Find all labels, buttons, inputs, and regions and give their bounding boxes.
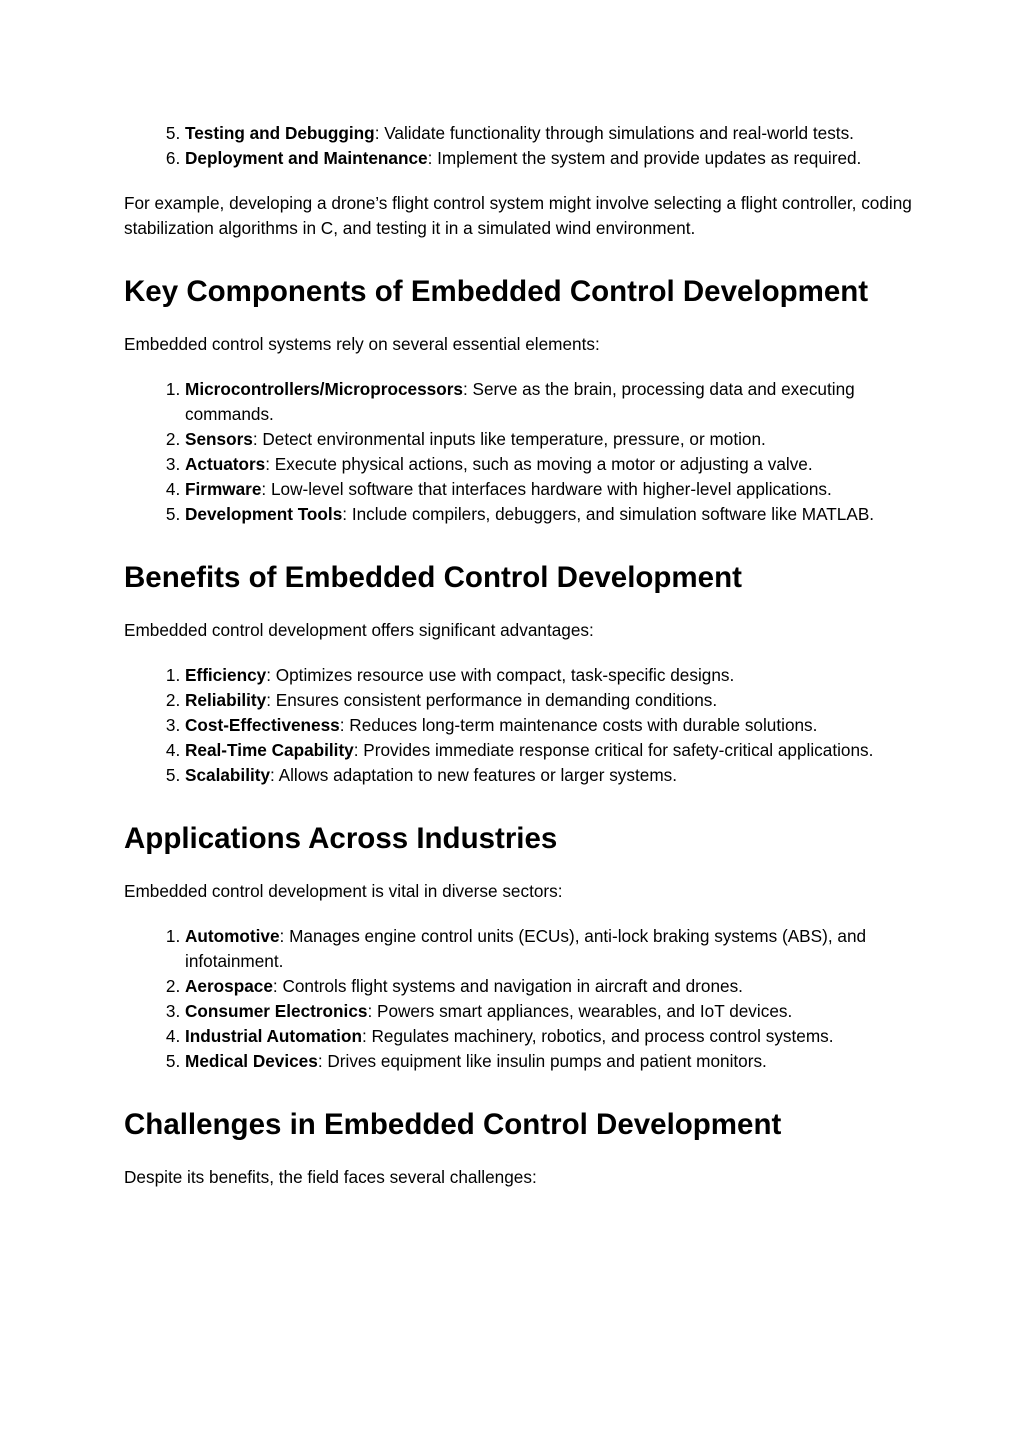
list-item: [185, 452, 914, 477]
list-item-desc: : Provides immediate response critical for safety-critical applications.: [353, 740, 874, 760]
list-item-term: Microcontrollers/Microprocessors: [185, 379, 463, 399]
list-item-desc: : Controls flight systems and navigation in aircraft and drones.: [272, 976, 743, 996]
list-item-desc: : Implement the system and provide updates as required.: [427, 148, 862, 168]
list-item: [185, 427, 914, 452]
benefits-list: [124, 663, 914, 788]
list-item-desc: : Low-level software that interfaces hardware with higher-level applications.: [261, 479, 832, 499]
list-item-desc: : Manages engine control units (ECUs), anti-lock braking systems (ABS), and infotainment.: [185, 926, 867, 971]
list-item-term: Scalability: [185, 765, 271, 785]
list-item: [185, 146, 914, 171]
list-item-desc: : Powers smart appliances, wearables, and IoT devices.: [367, 1001, 793, 1021]
applications-list: [124, 924, 914, 1074]
list-item-term: Development Tools: [185, 504, 343, 524]
list-item: [185, 1024, 914, 1049]
list-item-term: Industrial Automation: [185, 1026, 362, 1046]
list-item-term: Firmware: [185, 479, 262, 499]
list-item-term: Deployment and Maintenance: [185, 148, 428, 168]
list-item-term: Actuators: [185, 454, 266, 474]
list-item-desc: : Optimizes resource use with compact, task-specific designs.: [266, 665, 735, 685]
list-item: [185, 738, 914, 763]
list-item-term: Real-Time Capability: [185, 740, 354, 760]
list-item: [185, 502, 914, 527]
list-item-term: Cost-Effectiveness: [185, 715, 340, 735]
list-item-desc: : Regulates machinery, robotics, and process control systems.: [361, 1026, 834, 1046]
section-heading: Challenges in Embedded Control Development: [124, 1108, 782, 1141]
list-item-term: Medical Devices: [185, 1051, 318, 1071]
section-intro: Embedded control development is vital in diverse sectors:: [124, 881, 563, 901]
list-item-desc: : Detect environmental inputs like temperature, pressure, or motion.: [252, 429, 766, 449]
list-item-desc: : Reduces long-term maintenance costs with durable solutions.: [339, 715, 818, 735]
section-heading: Applications Across Industries: [124, 822, 558, 855]
section-intro: Embedded control development offers significant advantages:: [124, 620, 594, 640]
example-paragraph: For example, developing a drone’s flight control system might involve selecting a flight controller, coding stabilization algorithms in C, and testing it in a simulated wind environment.: [124, 193, 912, 238]
list-item: [185, 377, 914, 427]
section-intro: Despite its benefits, the field faces several challenges:: [124, 1167, 537, 1187]
list-item: [185, 121, 914, 146]
list-item-term: Efficiency: [185, 665, 267, 685]
list-item-desc: : Include compilers, debuggers, and simulation software like MATLAB.: [342, 504, 875, 524]
list-item: [185, 663, 914, 688]
list-item-desc: : Validate functionality through simulations and real-world tests.: [374, 123, 854, 143]
list-item-term: Testing and Debugging: [185, 123, 375, 143]
process-steps-list: [124, 121, 914, 171]
list-item-term: Automotive: [185, 926, 280, 946]
list-item-term: Consumer Electronics: [185, 1001, 368, 1021]
list-item-term: Sensors: [185, 429, 253, 449]
list-item-term: Reliability: [185, 690, 267, 710]
list-item-desc: : Ensures consistent performance in demanding conditions.: [266, 690, 718, 710]
list-item: [185, 999, 914, 1024]
section-heading: Benefits of Embedded Control Development: [124, 561, 742, 594]
components-list: [124, 377, 914, 527]
list-item: [185, 763, 914, 788]
list-item-desc: : Drives equipment like insulin pumps and patient monitors.: [317, 1051, 767, 1071]
list-item: [185, 1049, 914, 1074]
list-item-term: Aerospace: [185, 976, 273, 996]
list-item-desc: : Serve as the brain, processing data and executing commands.: [185, 379, 855, 424]
section-heading: Key Components of Embedded Control Development: [124, 275, 869, 308]
list-item: [185, 688, 914, 713]
list-item-desc: : Allows adaptation to new features or larger systems.: [270, 765, 677, 785]
list-item: [185, 924, 914, 974]
list-item-desc: : Execute physical actions, such as moving a motor or adjusting a valve.: [265, 454, 813, 474]
document-page: [124, 121, 914, 1190]
list-item: [185, 477, 914, 502]
section-intro: Embedded control systems rely on several essential elements:: [124, 334, 600, 354]
list-item: [185, 974, 914, 999]
list-item: [185, 713, 914, 738]
